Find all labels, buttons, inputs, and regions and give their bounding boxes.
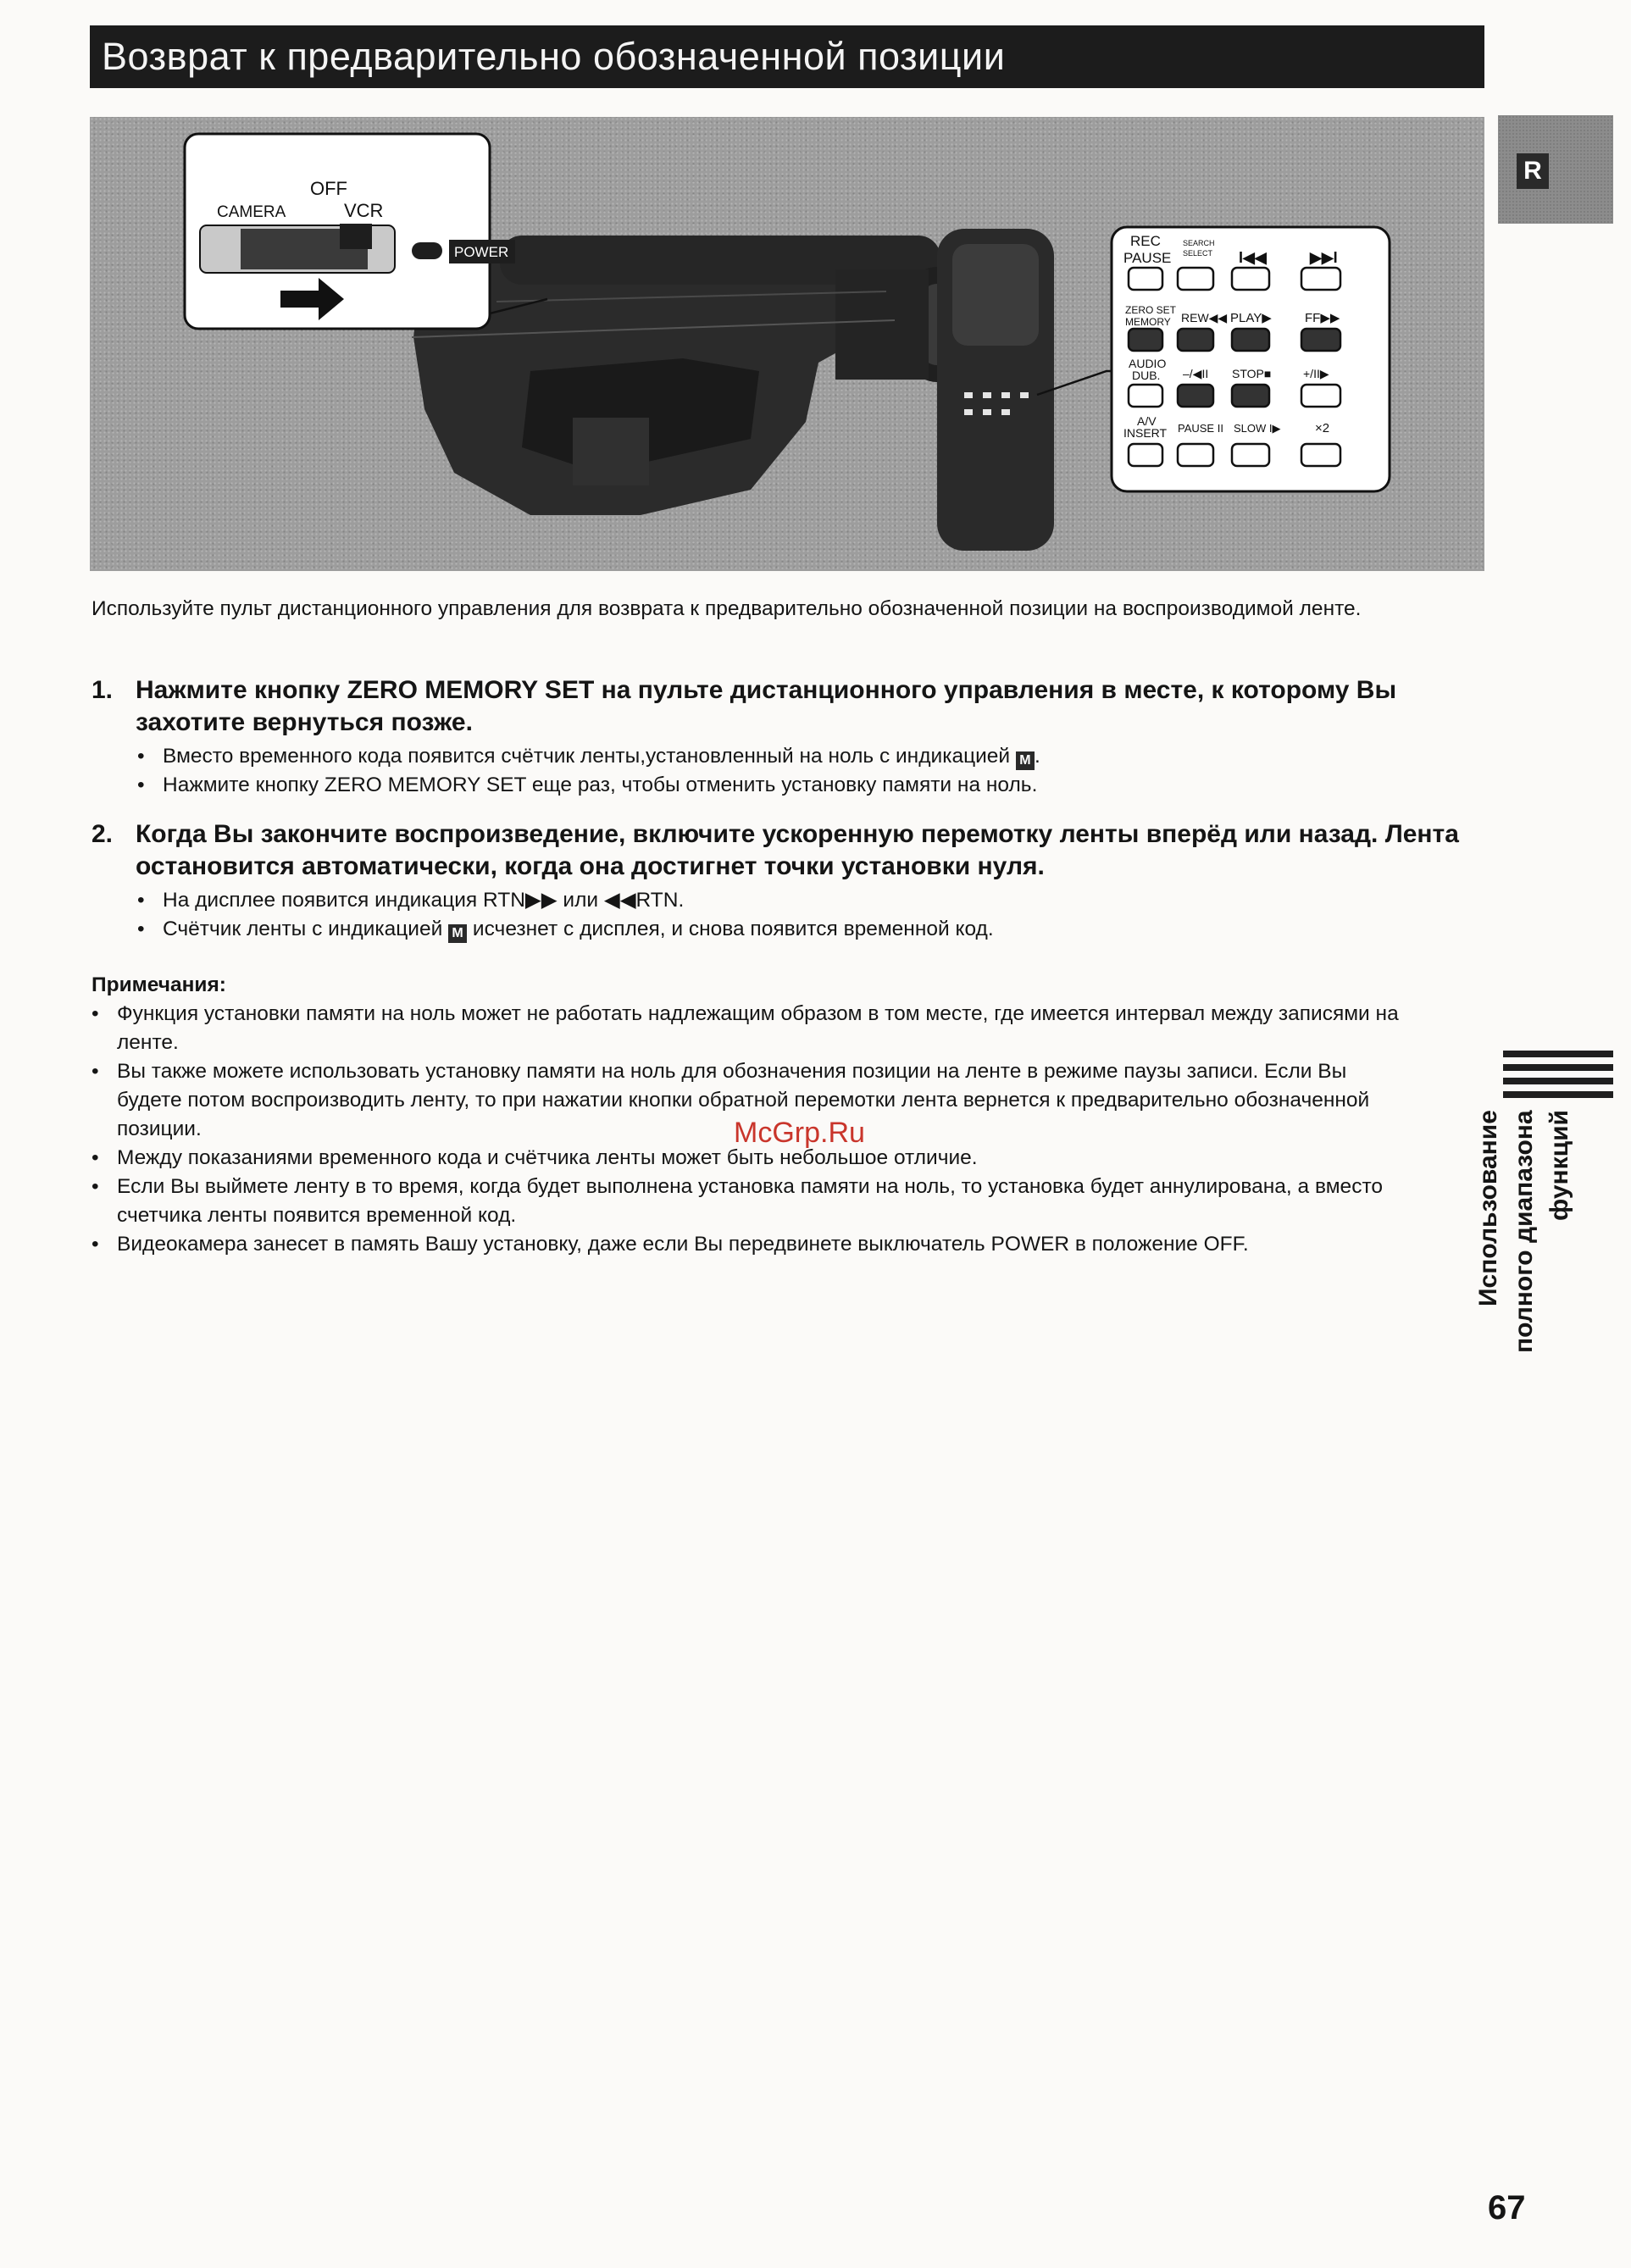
remote-control-icon — [937, 229, 1054, 551]
ff-label: FF▶▶ — [1305, 311, 1340, 325]
page-number: 67 — [1488, 2189, 1526, 2226]
watermark: McGrp.Ru — [734, 1117, 865, 1149]
audio-dub-label-2: DUB. — [1132, 369, 1161, 382]
rew-label: REW◀◀ — [1181, 311, 1228, 324]
rec-label-2: PAUSE — [1123, 250, 1172, 266]
slow-fwd-label: +/II▶ — [1303, 367, 1329, 380]
memory-indicator-icon: M — [448, 924, 467, 943]
note-item: • Функция установки памяти на ноль может не работать надлежащим образом в том месте, где имеется интервал между записями на ленте. — [92, 1000, 1413, 1057]
search-label-2: SELECT — [1183, 249, 1213, 258]
audio-dub-label-1: AUDIO — [1129, 357, 1167, 370]
side-label-line: полного диапазона — [1510, 1110, 1538, 1353]
search-label-1: SEARCH — [1183, 239, 1215, 247]
bullet-item — [137, 771, 1481, 800]
step-instruction: Когда Вы закончите воспроизведение, включите ускоренную перемотку ленты вперёд или назад. Лента остановится автоматически, когда она достигнет точки установки нуля. — [136, 820, 1459, 880]
step-2 — [92, 818, 1481, 944]
next-label: ▶▶I — [1310, 249, 1338, 266]
bullet-text: Вместо временного кода появится счётчик ленты,установленный на ноль с индикацией — [163, 745, 1011, 768]
camcorder-remote-illustration — [90, 117, 1484, 571]
slow-rev-label: –/◀II — [1183, 367, 1209, 380]
slow-label: SLOW I▶ — [1234, 422, 1281, 435]
section-tab — [1498, 115, 1613, 224]
bullet-item — [137, 915, 1481, 944]
note-item: • Вы также можете использовать установку памяти на ноль для обозначения позиции на ленте в режиме паузы записи. Если Вы будете потом воспроизводить ленту, то при нажатии кнопки обратной перемотки лента вернется к предварительно обозначенной позиции. — [92, 1057, 1413, 1144]
page-title: Возврат к предварительно обозначенной позиции — [90, 25, 1484, 88]
step-number: 2. — [92, 820, 114, 848]
bullet-item — [137, 742, 1481, 771]
notes-section — [92, 971, 1413, 1259]
step-instruction: Нажмите кнопку ZERO MEMORY SET на пульте дистанционного управления в месте, к которому Вы захотите вернуться позже. — [136, 676, 1397, 736]
notes-heading: Примечания: — [92, 973, 226, 996]
pause-label: PAUSE II — [1178, 422, 1223, 435]
prev-label: I◀◀ — [1239, 249, 1267, 266]
switch-off-label: OFF — [310, 178, 347, 199]
intro-paragraph: Используйте пульт дистанционного управления для возврата к предварительно обозначенной позиции на воспроизводимой ленте. — [92, 597, 1362, 620]
bullet-item — [137, 886, 1481, 915]
note-item: • Между показаниями временного кода и счётчика ленты может быть небольшое отличие. — [92, 1144, 1413, 1173]
zero-set-label-2: MEMORY — [1125, 316, 1171, 328]
side-label-line: Использование — [1474, 1110, 1502, 1306]
section-letter: R — [1517, 153, 1549, 189]
bullet-text-after: исчезнет с дисплея, и снова появится временной код. — [472, 918, 994, 940]
av-insert-label-2: INSERT — [1123, 426, 1168, 440]
illustration-svg — [90, 117, 1484, 571]
side-marker-bars — [1503, 1051, 1613, 1105]
step-number: 1. — [92, 676, 114, 704]
power-switch-callout — [185, 134, 515, 329]
bullet-text-after: . — [1034, 745, 1040, 768]
note-item: • Если Вы выймете ленту в то время, когда будет выполнена установка памяти на ноль, то установка будет аннулирована, а вместо счетчика ленты появится временной код. — [92, 1173, 1413, 1230]
x2-label: ×2 — [1315, 421, 1330, 435]
rec-label-1: REC — [1130, 233, 1161, 249]
switch-vcr-label: VCR — [344, 200, 384, 221]
bullet-text: Нажмите кнопку ZERO MEMORY SET еще раз, чтобы отменить установку памяти на ноль. — [163, 774, 1038, 796]
av-insert-label-1: A/V — [1137, 414, 1157, 428]
bullet-text: На дисплее появится индикация RTN▶▶ или ◀◀RTN. — [163, 889, 685, 912]
play-label: PLAY▶ — [1230, 311, 1272, 325]
remote-button-panel — [1112, 227, 1390, 491]
power-label: POWER — [454, 244, 509, 260]
bullet-text: Счётчик ленты с индикацией — [163, 918, 443, 940]
step-1 — [92, 674, 1481, 800]
note-item: • Видеокамера занесет в память Вашу установку, даже если Вы передвинете выключатель POWER в положение OFF. — [92, 1230, 1413, 1259]
step-bullets — [136, 742, 1481, 800]
memory-indicator-icon: M — [1016, 751, 1035, 770]
step-bullets — [136, 886, 1481, 944]
switch-camera-label: CAMERA — [217, 203, 286, 221]
stop-label: STOP■ — [1232, 367, 1272, 380]
steps-list — [92, 674, 1481, 962]
side-label-line: функций — [1545, 1110, 1573, 1222]
zero-set-label-1: ZERO SET — [1125, 304, 1177, 316]
side-section-label — [1471, 1110, 1631, 1432]
camcorder-icon — [412, 236, 978, 515]
